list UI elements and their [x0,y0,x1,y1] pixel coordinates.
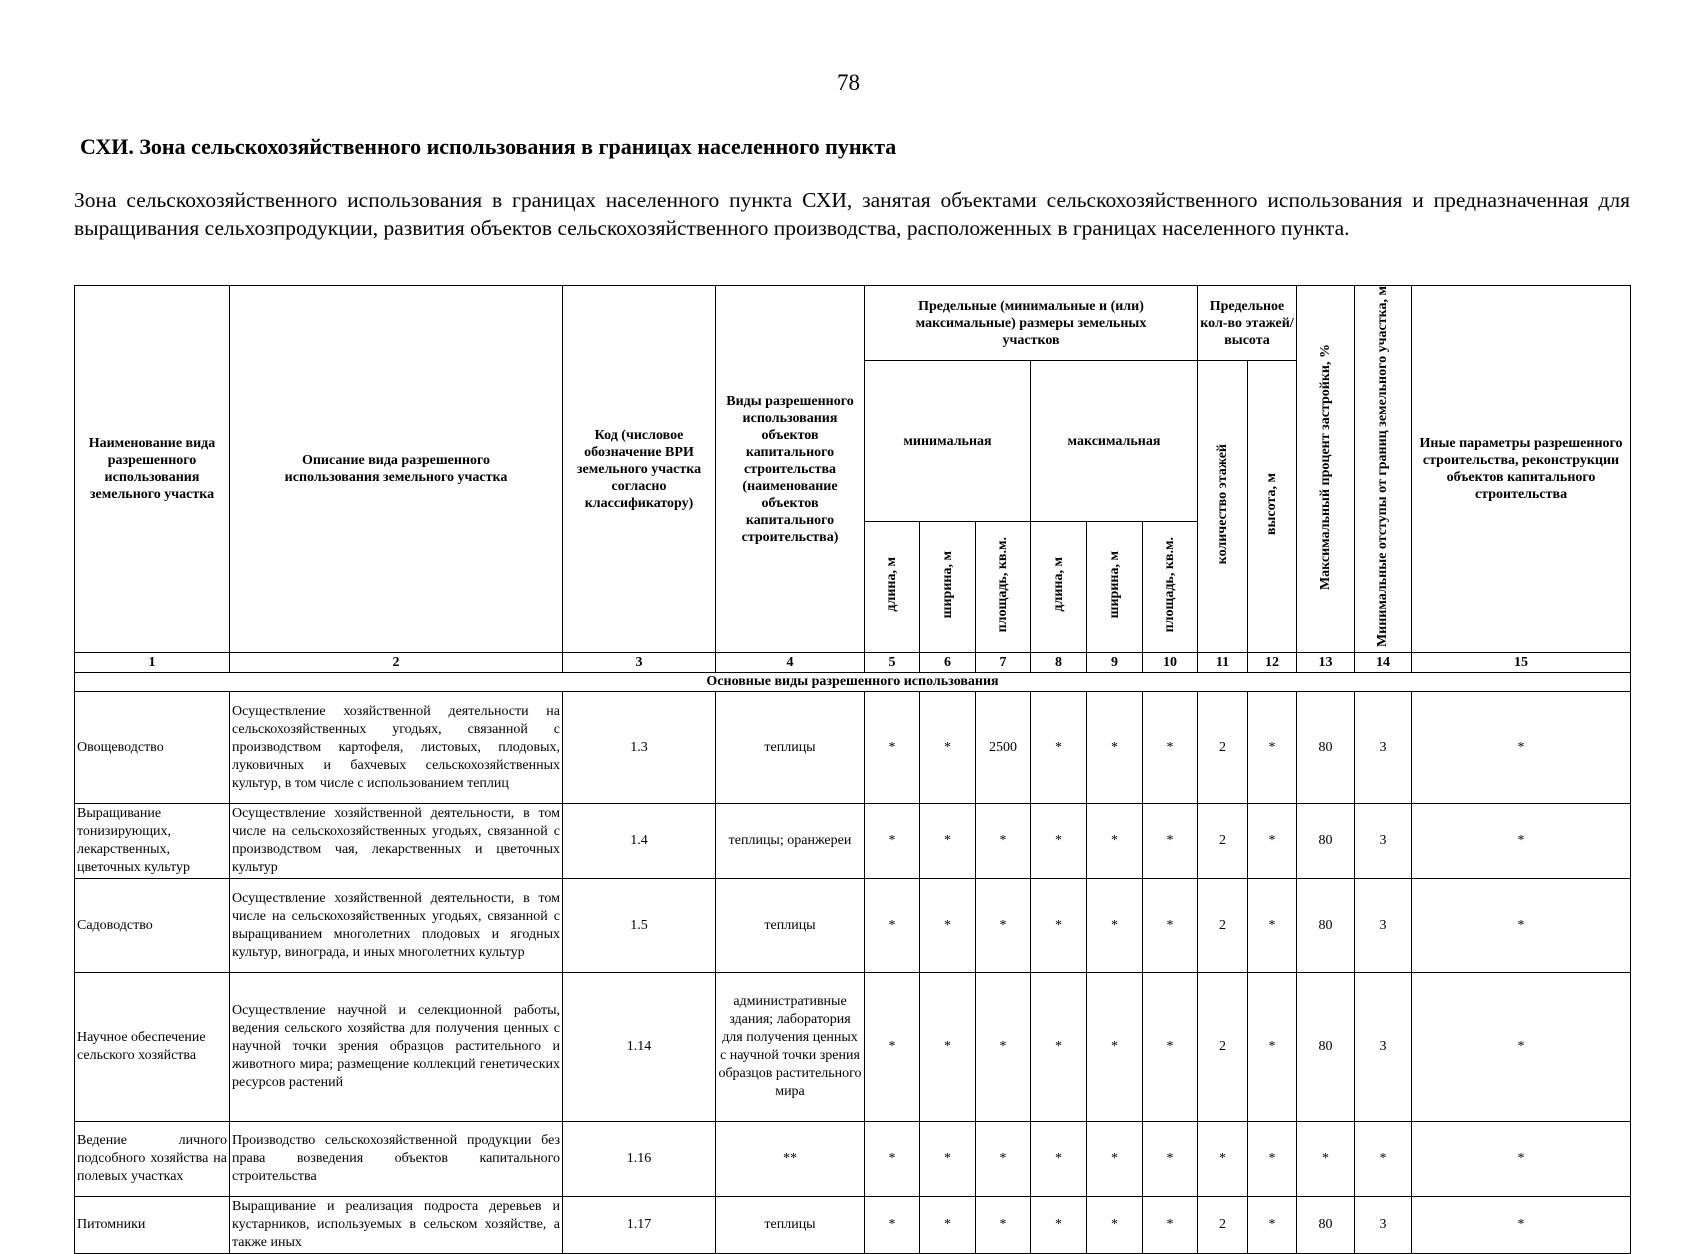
cell-other: * [1412,804,1631,879]
cell-min-area: * [976,804,1031,879]
cell-max-area: * [1143,692,1198,804]
cell-code: 1.17 [563,1197,716,1254]
cell-description: Производство сельскохозяйственной продукции без права возведения объектов капитального строительства [230,1122,563,1197]
table-row [75,973,1631,1122]
header-max-percent-text: Максимальный процент застройки, % [1317,343,1333,590]
header-max-width [1087,522,1143,653]
header-floors-group: Предельное кол-во этажей/ высота [1198,286,1297,361]
cell-other: * [1412,879,1631,973]
cell-max-width: * [1087,1197,1143,1254]
cell-max-area: * [1143,1197,1198,1254]
cell-max-length: * [1031,973,1087,1122]
cell-min-area: * [976,1197,1031,1254]
cell-floors: 2 [1198,879,1248,973]
cell-description: Осуществление научной и селекционной работы, ведения сельского хозяйства для получения ценных с научной точки зрения образцов растительного и животного мира; размещение коллекций генетических ресурсов растений [230,973,563,1122]
header-max-width-text: ширина, м [1106,550,1122,619]
cell-code: 1.16 [563,1122,716,1197]
column-number: 10 [1143,653,1198,673]
cell-min-width: * [920,879,976,973]
cell-other: * [1412,973,1631,1122]
cell-max-area: * [1143,1122,1198,1197]
cell-kinds: ** [716,1122,865,1197]
cell-height: * [1248,879,1297,973]
header-code: Код (числовое обозначение ВРИ земельного участка согласно классификатору) [563,286,716,653]
cell-max-length: * [1031,1122,1087,1197]
cell-name: Садоводство [75,879,230,973]
cell-max-width: * [1087,804,1143,879]
cell-min-area: * [976,879,1031,973]
cell-floors: 2 [1198,1197,1248,1254]
cell-max-percent: 80 [1297,804,1355,879]
header-name: Наименование вида разрешенного использования земельного участка [75,286,230,653]
cell-description: Осуществление хозяйственной деятельности на сельскохозяйственных угодьях, связанной с производством картофеля, листовых, плодовых, луковичных и бахчевых сельскохозяйственных культур, в том числе с использованием теплиц [230,692,563,804]
cell-min-width: * [920,973,976,1122]
cell-height: * [1248,973,1297,1122]
cell-max-width: * [1087,973,1143,1122]
cell-name: Ведение личного подсобного хозяйства на полевых участках [75,1122,230,1197]
cell-min-length: * [865,879,920,973]
column-number: 2 [230,653,563,673]
header-max-percent [1297,286,1355,653]
table-row [75,879,1631,973]
cell-max-length: * [1031,804,1087,879]
header-min-length-text: длина, м [884,557,899,612]
cell-description: Осуществление хозяйственной деятельности, в том числе на сельскохозяйственных угодьях, связанной с производством чая, лекарственных и цветочных культур [230,804,563,879]
header-floors [1198,361,1248,653]
section-title: СХИ. Зона сельскохозяйственного использования в границах населенного пункта [80,134,897,159]
cell-description: Выращивание и реализация подроста деревьев и кустарников, используемых в сельском хозяйстве, а также иных [230,1197,563,1254]
table-row [75,1122,1631,1197]
zone-regulations-table [74,285,1631,1254]
cell-max-width: * [1087,879,1143,973]
cell-min-length: * [865,1197,920,1254]
header-min-setback-text: Минимальные отступы от границ земельного участка, м [1375,286,1391,648]
cell-kinds: теплицы [716,879,865,973]
cell-min-width: * [920,692,976,804]
header-min-length [865,522,920,653]
header-max-group: максимальная [1031,361,1198,522]
cell-kinds: административные здания; лаборатория для получения ценных с научной точки зрения образцов растительного мира [716,973,865,1122]
column-number: 11 [1198,653,1248,673]
cell-name: Овощеводство [75,692,230,804]
header-limits-text: Предельные (минимальные и (или) максимальные) размеры земельных участков [915,298,1147,348]
cell-min-setback: 3 [1355,879,1412,973]
cell-min-length: * [865,973,920,1122]
cell-height: * [1248,1122,1297,1197]
intro-paragraph: Зона сельскохозяйственного использования в границах населенного пункта СХИ, занятая объектами сельскохозяйственного использования и предназначенная для выращивания сельхозпродукции, развития объектов сельскохозяйственного производства, расположенных в границах населенного пункта. [74,188,1630,240]
header-floors-text: количество этажей [1214,443,1230,565]
cell-kinds: теплицы [716,1197,865,1254]
cell-name: Питомники [75,1197,230,1254]
cell-max-length: * [1031,879,1087,973]
cell-max-width: * [1087,692,1143,804]
section-label: Основные виды разрешенного использования [75,673,1631,692]
column-number: 1 [75,653,230,673]
table-header [75,286,1631,673]
header-max-length-text: длина, м [1050,557,1066,612]
cell-code: 1.3 [563,692,716,804]
header-min-area-text: площадь, кв.м. [995,536,1010,633]
cell-min-setback: 3 [1355,804,1412,879]
cell-name: Научное обеспечение сельского хозяйства [75,973,230,1122]
cell-max-area: * [1143,879,1198,973]
column-number: 6 [920,653,976,673]
cell-max-length: * [1031,692,1087,804]
section-row [75,673,1631,692]
column-number: 12 [1248,653,1297,673]
table-row [75,804,1631,879]
cell-description: Осуществление хозяйственной деятельности, в том числе на сельскохозяйственных угодьях, связанной с выращиванием многолетних плодовых и ягодных культур, винограда, и иных многолетних культур [230,879,563,973]
header-min-setback [1355,286,1412,653]
header-other: Иные параметры разрешенного строительства, реконструкции объектов капитального строительства [1412,286,1631,653]
cell-max-percent: 80 [1297,1197,1355,1254]
header-min-width-text: ширина, м [939,550,955,619]
header-description [230,286,563,653]
cell-min-setback: 3 [1355,692,1412,804]
cell-min-width: * [920,1122,976,1197]
cell-floors: * [1198,1122,1248,1197]
header-max-area-text: площадь, кв.м. [1162,536,1177,633]
header-min-area [976,522,1031,653]
cell-kinds: теплицы; оранжереи [716,804,865,879]
cell-max-percent: 80 [1297,692,1355,804]
cell-code: 1.4 [563,804,716,879]
cell-min-area: * [976,1122,1031,1197]
cell-max-width: * [1087,1122,1143,1197]
cell-min-setback: 3 [1355,973,1412,1122]
header-kinds: Виды разрешенного использования объектов капитального строительства (наименование объектов капитального строительства) [716,286,865,653]
header-height-text: высота, м [1264,472,1280,536]
cell-max-area: * [1143,973,1198,1122]
header-min-width [920,522,976,653]
column-number: 13 [1297,653,1355,673]
cell-height: * [1248,804,1297,879]
cell-min-length: * [865,1122,920,1197]
cell-floors: 2 [1198,973,1248,1122]
column-number: 9 [1087,653,1143,673]
cell-min-width: * [920,1197,976,1254]
cell-kinds: теплицы [716,692,865,804]
cell-code: 1.5 [563,879,716,973]
cell-name: Выращивание тонизирующих, лекарственных, цветочных культур [75,804,230,879]
cell-max-percent: 80 [1297,973,1355,1122]
header-min-group: минимальная [865,361,1031,522]
column-number: 3 [563,653,716,673]
table-body [75,673,1631,1254]
cell-max-percent: * [1297,1122,1355,1197]
cell-max-length: * [1031,1197,1087,1254]
cell-min-width: * [920,804,976,879]
header-height [1248,361,1297,653]
header-max-area [1143,522,1198,653]
column-number: 8 [1031,653,1087,673]
column-number: 7 [976,653,1031,673]
cell-height: * [1248,1197,1297,1254]
cell-height: * [1248,692,1297,804]
cell-max-percent: 80 [1297,879,1355,973]
header-max-length [1031,522,1087,653]
table-row [75,692,1631,804]
cell-other: * [1412,692,1631,804]
header-description-text: Описание вида разрешенного использования земельного участка [284,453,508,486]
cell-min-area: 2500 [976,692,1031,804]
table-row [75,1197,1631,1254]
header-limits [865,286,1198,361]
cell-max-area: * [1143,804,1198,879]
column-number: 4 [716,653,865,673]
cell-min-setback: 3 [1355,1197,1412,1254]
column-number: 14 [1355,653,1412,673]
cell-min-length: * [865,804,920,879]
cell-min-length: * [865,692,920,804]
cell-other: * [1412,1197,1631,1254]
column-number: 15 [1412,653,1631,673]
cell-min-setback: * [1355,1122,1412,1197]
cell-floors: 2 [1198,804,1248,879]
cell-other: * [1412,1122,1631,1197]
column-number: 5 [865,653,920,673]
cell-floors: 2 [1198,692,1248,804]
column-number-row [75,653,1631,673]
cell-min-area: * [976,973,1031,1122]
page-number: 78 [837,70,860,95]
cell-code: 1.14 [563,973,716,1122]
